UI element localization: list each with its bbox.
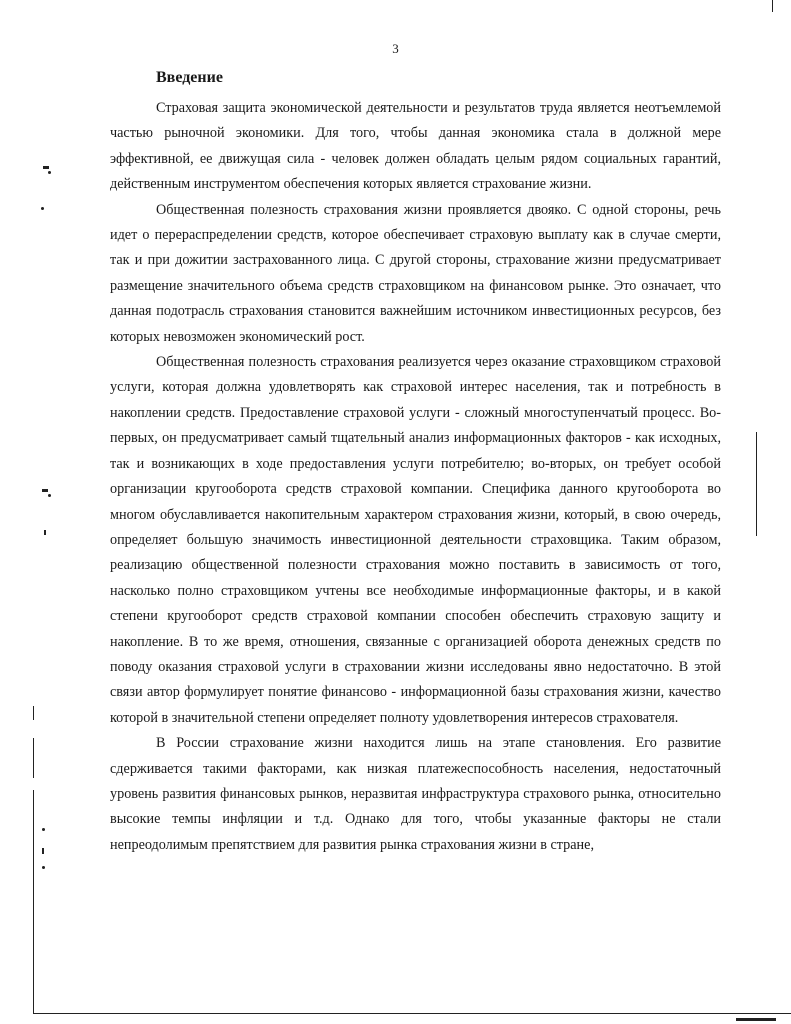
- scan-mark-bottom-right: [736, 1018, 776, 1021]
- scan-line-top-right: [772, 0, 773, 12]
- scan-dot-left-5: [42, 866, 45, 869]
- scan-line-left-1: [33, 706, 34, 720]
- scan-line-left-2: [33, 738, 34, 778]
- paragraph-4: В России страхование жизни находится лишь на этапе становления. Его развитие сдерживается такими факторами, как низкая платежеспособность населения, недостаточный уровень развития финансовых рынков, неразвитая инфраструктура страхового рынка, относительно высокие темпы инфляции и т.д. Однако для того, чтобы указанные факторы не стали непреодолимым препятствием для развития рынка страхования жизни в стране,: [110, 735, 721, 853]
- scan-mark-left-3: [44, 530, 46, 535]
- scan-mark-left-2: [42, 489, 48, 492]
- paragraph-2: Общественная полезность страхования жизни проявляется двояко. С одной стороны, речь идет о перераспределении средств, которое обеспечивает страховую выплату как в случае смерти, так и при дожитии застрахованного лица. С другой стороны, страхование жизни предусматривает размещение значительного объема средств страховщиком на финансовом рынке. Это означает, что данная подотрасль страхования становится важнейшим источником инвестиционных ресурсов, без которых невозможен экономический рост.: [110, 201, 721, 345]
- scan-dot-left-4: [42, 828, 45, 831]
- scan-line-left-3: [33, 790, 34, 1014]
- scan-dot-left-1: [48, 171, 51, 174]
- page-number: 3: [392, 41, 399, 56]
- paragraph-1: Страховая защита экономической деятельности и результатов труда является неотъемлемой частью рыночной экономики. Для того, чтобы данная экономика стала в должной мере эффективной, ее движущая сила - человек должен обладать целым рядом социальных гарантий, действенным инструментом обеспечения которых является страхование жизни.: [110, 100, 721, 193]
- scan-line-right-1: [756, 432, 757, 536]
- scan-mark-left-4: [42, 848, 44, 854]
- scan-dot-left-3: [48, 494, 51, 497]
- scan-mark-left-1: [43, 166, 49, 169]
- scan-dot-left-2: [41, 207, 44, 210]
- paragraph-3: Общественная полезность страхования реализуется через оказание страховщиком страховой услуги, которая должна удовлетворять как страховой интерес населения, так и потребность в накоплении средств. Предоставление страховой услуги - сложный многоступенчатый процесс. Во-первых, он предусматривает самый тщательный анализ информационных факторов - как исходных, так и возникающих в ходе предоставления услуги потребителю; во-вторых, он требует особой организации кругооборота средств страховой компании. Специфика данного кругооборота во многом обуславливается накопительным характером страхования жизни, который, в свою очередь, определяет большую значимость инвестиционной деятельности страховщика. Таким образом, реализацию общественной полезности страхования можно поставить в зависимость от того, насколько полно страховщиком учтены все необходимые информационные факторы, и в какой степени кругооборот средств страховой компании способен обеспечить страховую защиту и накопление. В то же время, отношения, связанные с организацией оборота денежных средств по поводу оказания страховой услуги в страховании жизни исследованы явно недостаточно. В этой связи автор формулирует понятие финансово - информационной базы страхования жизни, качество которой в значительной степени определяет полноту удовлетворения интересов страхователя.: [110, 354, 721, 726]
- section-heading: Введение: [156, 69, 223, 86]
- scan-line-bottom: [34, 1013, 791, 1014]
- document-body: [110, 66, 721, 858]
